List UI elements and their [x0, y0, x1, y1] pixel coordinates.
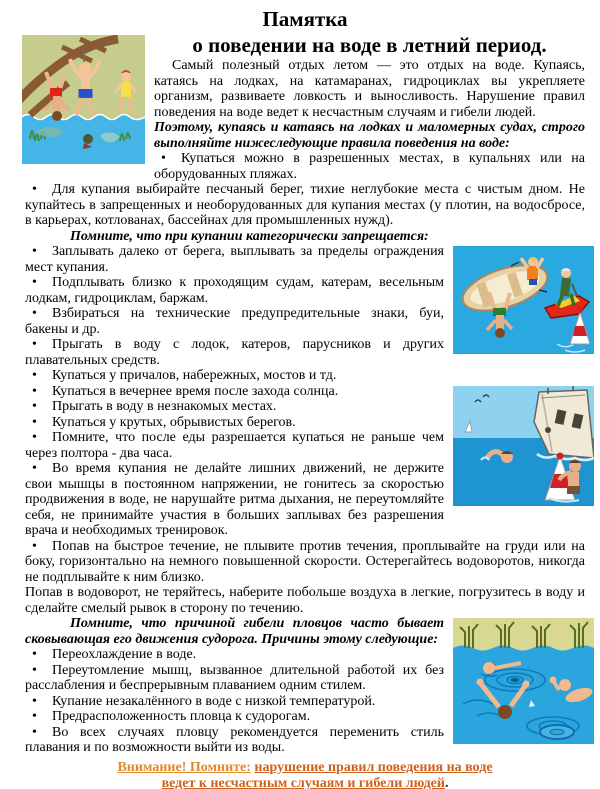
cramp-cause-text: Купание незакалённого в воде с низкой температурой. [52, 693, 376, 709]
bullet-glyph: • [32, 337, 37, 352]
forbidden-text: Купаться в вечернее время после захода солнца. [52, 383, 339, 399]
cramp-cause-text: Переутомление мышц, вызванное длительной работой их без расслабления и беспрерывным плаванием одним стилем. [25, 662, 444, 693]
bullet-glyph: • [32, 709, 37, 724]
bullet-glyph: • [32, 368, 37, 383]
bullet-glyph: • [32, 383, 37, 399]
boat-jetski-illustration-svg [453, 246, 594, 354]
forbidden-item [25, 539, 585, 586]
bullet-glyph: • [32, 662, 37, 678]
intro-paragraph: Самый полезный отдых летом — это отдых на воде. Купаясь, катаясь на лодках, на катамаранах, гидроциклах вы укрепляете организм, развиваете ловкость и выносливость. Нарушение правил поведения на воде ведет к несчастным случаям и гибели людей. [154, 58, 585, 120]
bullet-glyph: • [32, 693, 37, 709]
illustration-pond-whirlpool [453, 618, 594, 744]
bullet-glyph: • [32, 275, 37, 290]
forbidden-text: Прыгать в воду с лодок, катеров, парусников и других плавательных средств. [25, 337, 444, 368]
forbidden-text: Купаться у крутых, обрывистых берегов. [52, 414, 296, 430]
bullet-glyph: • [32, 461, 37, 476]
bullet-glyph: • [32, 538, 37, 554]
bullet-glyph: • [32, 414, 37, 430]
lead-rule-paragraph: Поэтому, купаясь и катаясь на лодках и маломерных судах, строго выполняйте нижеследующие правила поведения на воде: [154, 120, 585, 151]
forbidden-text: Помните, что после еды разрешается купаться не раньше чем через полтора - два часа. [25, 430, 444, 461]
cramp-heading [25, 616, 585, 647]
rule-item [25, 182, 585, 229]
forbidden-text: Попав на быстрое течение, не плывите против течения, проплывайте на груди или на боку, горизонтально на немного повышенной скорости. Остерегайтесь водоворотов, никогда не подплывайте к ним близко. [25, 538, 585, 585]
forbidden-text: Подплывать близко к проходящим судам, катерам, весельным лодкам, гидроциклам, баржам. [25, 275, 444, 306]
forbidden-item [25, 368, 585, 384]
rule-text: Для купания выбирайте песчаный берег, тихие неглубокие места с чистым дном. Не купайтесь в запрещенных и необорудованных для купания местах (у плотин, на водосбросе, в карьерах, котлованах, бассейнах для промышленных нужд). [25, 182, 585, 228]
bullet-glyph: • [32, 244, 37, 259]
rule-text: Купаться можно в разрешенных местах, в купальнях или на оборудованных пляжах. [154, 151, 585, 182]
bullet-glyph: • [32, 430, 37, 445]
forbidden-text: Заплывать далеко от берега, выплывать за пределы ограждения мест купания. [25, 244, 444, 275]
warning-prefix: Внимание! Помните: [117, 759, 251, 775]
warning-line1: нарушение правил поведения на воде [254, 759, 493, 775]
tree-jump-illustration-svg [22, 35, 145, 164]
final-warning [25, 760, 585, 789]
cramp-cause-text: Во всех случаях пловцу рекомендуется переменить стиль плавания и по возможности выйти из воды. [25, 724, 444, 755]
forbidden-text: Во время купания не делайте лишних движений, не держите свои мышцы в постоянном напряжении, не гонитесь за скоростью продвижения в воде, не нарушайте ритма дыхания, не переутомляйте себя, не принимайте участия в больших заплывах без разрешения врача и необходимых тренировок. [25, 461, 444, 538]
forbidden-text: Взбираться на технические предупредительные знаки, буи, бакены и др. [25, 306, 444, 337]
forbidden-item [25, 244, 585, 275]
page-title: Памятка [262, 7, 348, 31]
page-subtitle: о поведении на воде в летний период. [192, 33, 547, 57]
ship-swimmer-illustration-svg [453, 386, 594, 506]
forbidden-heading: Помните, что при купании категорически запрещается: [70, 228, 429, 244]
cramp-cause-text: Переохлаждение в воде. [52, 647, 197, 662]
bullet-glyph: • [161, 151, 166, 166]
bullet-glyph: • [32, 399, 37, 414]
forbidden-item [25, 384, 585, 400]
cramp-cause-text: Предрасположенность пловца к судорогам. [52, 709, 311, 724]
illustration-ship-swimmer [453, 386, 594, 506]
forbidden-text: Прыгать в воду в незнакомых местах. [52, 399, 277, 414]
pond-whirlpool-illustration-svg [453, 618, 594, 744]
illustration-boat-jetski-buoy [453, 246, 594, 354]
cramp-heading-text: Помните, что причиной гибели пловцов часто бывает сковывающая его движения судорога. Причины этому следующие: [25, 616, 444, 647]
warning-period: . [444, 775, 449, 789]
illustration-tree-jumping [22, 35, 145, 164]
warning-line2: ведет к несчастным случаям и гибели людей [161, 775, 445, 789]
whirlpool-paragraph: Попав в водоворот, не теряйтесь, наберите побольше воздуха в легкие, погрузитесь в воду и сделайте смелый рывок в сторону по течению. [25, 585, 585, 616]
bullet-glyph: • [32, 724, 37, 740]
bullet-glyph: • [32, 647, 37, 662]
forbidden-text: Купаться у причалов, набережных, мостов и тд. [52, 368, 337, 383]
bullet-glyph: • [32, 182, 37, 197]
bullet-glyph: • [32, 306, 37, 321]
